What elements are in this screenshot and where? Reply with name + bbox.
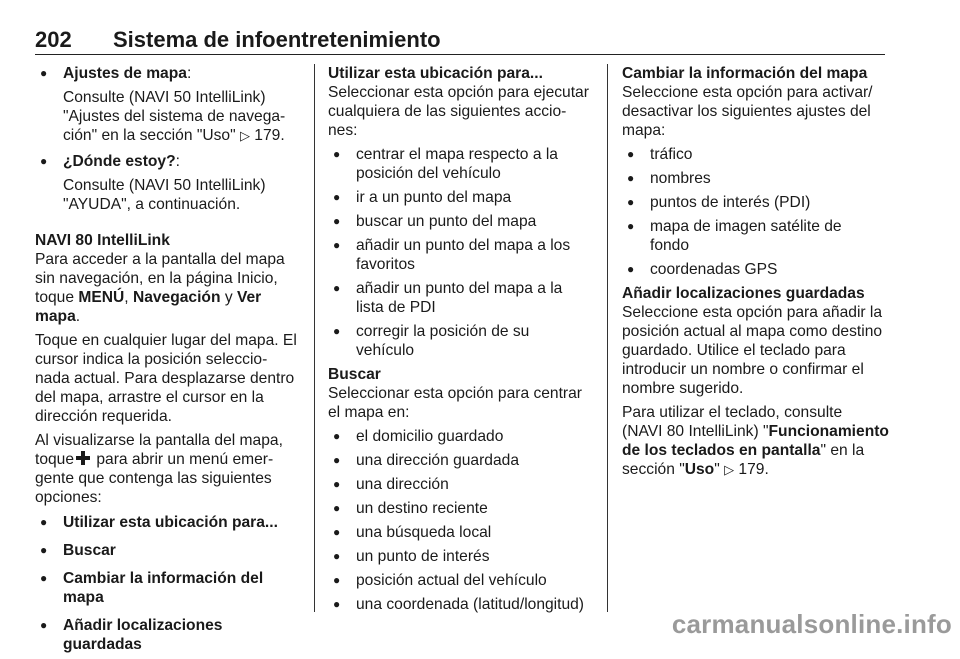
column-divider bbox=[607, 64, 608, 612]
page-ref: 179. bbox=[249, 127, 285, 144]
item-description bbox=[35, 176, 301, 214]
list-item: ● posición actual del vehículo bbox=[328, 571, 596, 590]
list-item: ● una coordenada (latitud/longitud) bbox=[328, 595, 596, 614]
xref-title: de los teclados en pantalla bbox=[622, 442, 821, 459]
page-ref-arrow-icon: ▷ bbox=[724, 462, 735, 477]
colon: : bbox=[175, 153, 180, 170]
text-line: Para utilizar el teclado, consulte bbox=[622, 404, 843, 421]
paragraph bbox=[328, 83, 596, 140]
text-line: Seleccione esta opción para añadir la bbox=[622, 304, 883, 321]
list-item bbox=[328, 188, 596, 207]
text-line: " en la bbox=[820, 442, 865, 459]
text-line: Consulte (NAVI 50 IntelliLink) bbox=[63, 89, 266, 106]
text-line: nombre sugerido. bbox=[622, 380, 744, 397]
map-label: mapa bbox=[35, 308, 76, 325]
text-line: dirección requerida. bbox=[35, 408, 172, 425]
page-header bbox=[35, 28, 885, 55]
text-line: ir a un punto del mapa bbox=[356, 189, 512, 206]
text-line: ción" en la sección "Uso" bbox=[63, 127, 240, 144]
navigation-label: Navegación bbox=[132, 289, 221, 306]
text-line: Seleccione esta opción para activar/ bbox=[622, 84, 873, 101]
text-line: Consulte (NAVI 50 IntelliLink) bbox=[63, 177, 266, 194]
list-item bbox=[328, 145, 596, 183]
list-item bbox=[622, 169, 892, 188]
period: . bbox=[75, 308, 81, 325]
text-line: corregir la posición de su bbox=[356, 323, 530, 340]
list-item bbox=[622, 260, 892, 279]
text-line: el mapa en: bbox=[328, 404, 410, 421]
text-line: cursor indica la posición seleccio- bbox=[35, 351, 268, 368]
column-1 bbox=[35, 64, 301, 659]
xref-section: Uso bbox=[684, 461, 715, 478]
text-line: añadir un punto del mapa a los bbox=[356, 237, 571, 254]
text-line: posición del vehículo bbox=[356, 165, 501, 182]
text-line: gente que contenga las siguientes bbox=[35, 470, 272, 487]
text-line: (NAVI 80 IntelliLink) " bbox=[622, 423, 769, 440]
text-line: nes: bbox=[328, 122, 358, 139]
paragraph bbox=[622, 83, 892, 140]
text-line: coordenadas GPS bbox=[650, 261, 778, 278]
list-item: ● una búsqueda local bbox=[328, 523, 596, 542]
conjunction: y bbox=[220, 289, 237, 306]
actions-list bbox=[328, 145, 596, 360]
text-line: "AYUDA", a continuación. bbox=[63, 196, 241, 213]
section-heading: NAVI 80 IntelliLink bbox=[35, 232, 170, 249]
map-settings-list bbox=[622, 145, 892, 279]
list-item: ● Buscar bbox=[35, 541, 301, 560]
text-line: del mapa, arrastre el cursor en la bbox=[35, 389, 264, 406]
list-item: ● un punto de interés bbox=[328, 547, 596, 566]
list-item bbox=[328, 279, 596, 317]
page-number: 202 bbox=[35, 27, 72, 52]
text-line: para abrir un menú emer- bbox=[92, 451, 274, 468]
list-item: ● Añadir localizaciones guardadas bbox=[35, 616, 301, 654]
paragraph bbox=[35, 331, 301, 426]
list-item: ● una dirección guardada bbox=[328, 451, 596, 470]
list-item: ● un destino reciente bbox=[328, 499, 596, 518]
text-line: toque bbox=[35, 289, 79, 306]
column-divider bbox=[314, 64, 315, 612]
paragraph bbox=[35, 250, 301, 326]
text-line: Seleccionar esta opción para ejecutar bbox=[328, 84, 589, 101]
page-ref-arrow-icon: ▷ bbox=[239, 128, 250, 143]
text-line: guardado. Utilice el teclado para bbox=[622, 342, 846, 359]
text-line: buscar un punto del mapa bbox=[356, 213, 537, 230]
paragraph bbox=[622, 403, 892, 479]
item-description bbox=[35, 88, 301, 145]
paragraph bbox=[35, 431, 301, 507]
list-item bbox=[622, 145, 892, 164]
text-line: favoritos bbox=[356, 256, 415, 273]
plus-icon bbox=[76, 451, 90, 465]
list-item bbox=[622, 217, 892, 255]
list-item: ● el domicilio guardado bbox=[328, 427, 596, 446]
text-line: cualquiera de las siguientes accio- bbox=[328, 103, 567, 120]
separator: , bbox=[124, 289, 133, 306]
list-item bbox=[35, 64, 301, 83]
column-2 bbox=[328, 64, 596, 619]
text-line: puntos de interés (PDI) bbox=[650, 194, 811, 211]
section-heading: Utilizar esta ubicación para... bbox=[328, 65, 543, 82]
running-title: Sistema de infoentretenimiento bbox=[113, 27, 441, 52]
text-line: "Ajustes del sistema de navega- bbox=[63, 108, 286, 125]
list-item bbox=[328, 322, 596, 360]
menu-label: MENÚ bbox=[78, 289, 125, 306]
watermark: carmanualsonline.info bbox=[671, 609, 952, 639]
text-line: Seleccionar esta opción para centrar bbox=[328, 385, 582, 402]
text-line: nada actual. Para desplazarse dentro bbox=[35, 370, 295, 387]
list-item bbox=[622, 193, 892, 212]
list-item: ● Utilizar esta ubicación para... bbox=[35, 513, 301, 532]
text-line: nombres bbox=[650, 170, 711, 187]
section-heading: Cambiar la información del mapa bbox=[622, 65, 868, 82]
text-line: añadir un punto del mapa a la bbox=[356, 280, 563, 297]
list-item bbox=[328, 212, 596, 231]
item-title: ¿Dónde estoy? bbox=[63, 153, 176, 170]
settings-list bbox=[35, 152, 301, 171]
list-item bbox=[35, 152, 301, 171]
text-line: Toque en cualquier lugar del mapa. El bbox=[35, 332, 297, 349]
list-item: ● una dirección bbox=[328, 475, 596, 494]
text-line: Al visualizarse la pantalla del mapa, bbox=[35, 432, 283, 449]
paragraph bbox=[622, 303, 892, 398]
text-line: introducir un nombre o confirmar el bbox=[622, 361, 864, 378]
search-options-list bbox=[328, 427, 596, 614]
text-line: toque bbox=[35, 451, 75, 468]
options-list bbox=[35, 513, 301, 654]
text-line: Para acceder a la pantalla del mapa bbox=[35, 251, 285, 268]
text-line: mapa: bbox=[622, 122, 666, 139]
text-line: posición actual al mapa como destino bbox=[622, 323, 883, 340]
text-line: lista de PDI bbox=[356, 299, 436, 316]
list-item: ● Cambiar la información del mapa bbox=[35, 569, 301, 607]
column-3 bbox=[622, 64, 892, 484]
text-line: opciones: bbox=[35, 489, 102, 506]
text-line: centrar el mapa respecto a la bbox=[356, 146, 558, 163]
xref-title: Funcionamiento bbox=[768, 423, 889, 440]
colon: : bbox=[186, 65, 192, 82]
text-line: tráfico bbox=[650, 146, 693, 163]
text-line: vehículo bbox=[356, 342, 415, 359]
text-line: desactivar los siguientes ajustes del bbox=[622, 103, 871, 120]
paragraph bbox=[328, 384, 596, 422]
text-line: fondo bbox=[650, 237, 690, 254]
section-heading: Añadir localizaciones guardadas bbox=[622, 285, 865, 302]
section-heading: Buscar bbox=[328, 366, 381, 383]
page-ref: 179. bbox=[734, 461, 769, 478]
text-line: sección " bbox=[622, 461, 685, 478]
text-line: mapa de imagen satélite de bbox=[650, 218, 842, 235]
view-label: Ver bbox=[236, 289, 262, 306]
list-item bbox=[328, 236, 596, 274]
settings-list bbox=[35, 64, 301, 83]
text-line: sin navegación, en la página Inicio, bbox=[35, 270, 278, 287]
item-title: Ajustes de mapa bbox=[63, 65, 187, 82]
text-line: " bbox=[714, 461, 725, 478]
